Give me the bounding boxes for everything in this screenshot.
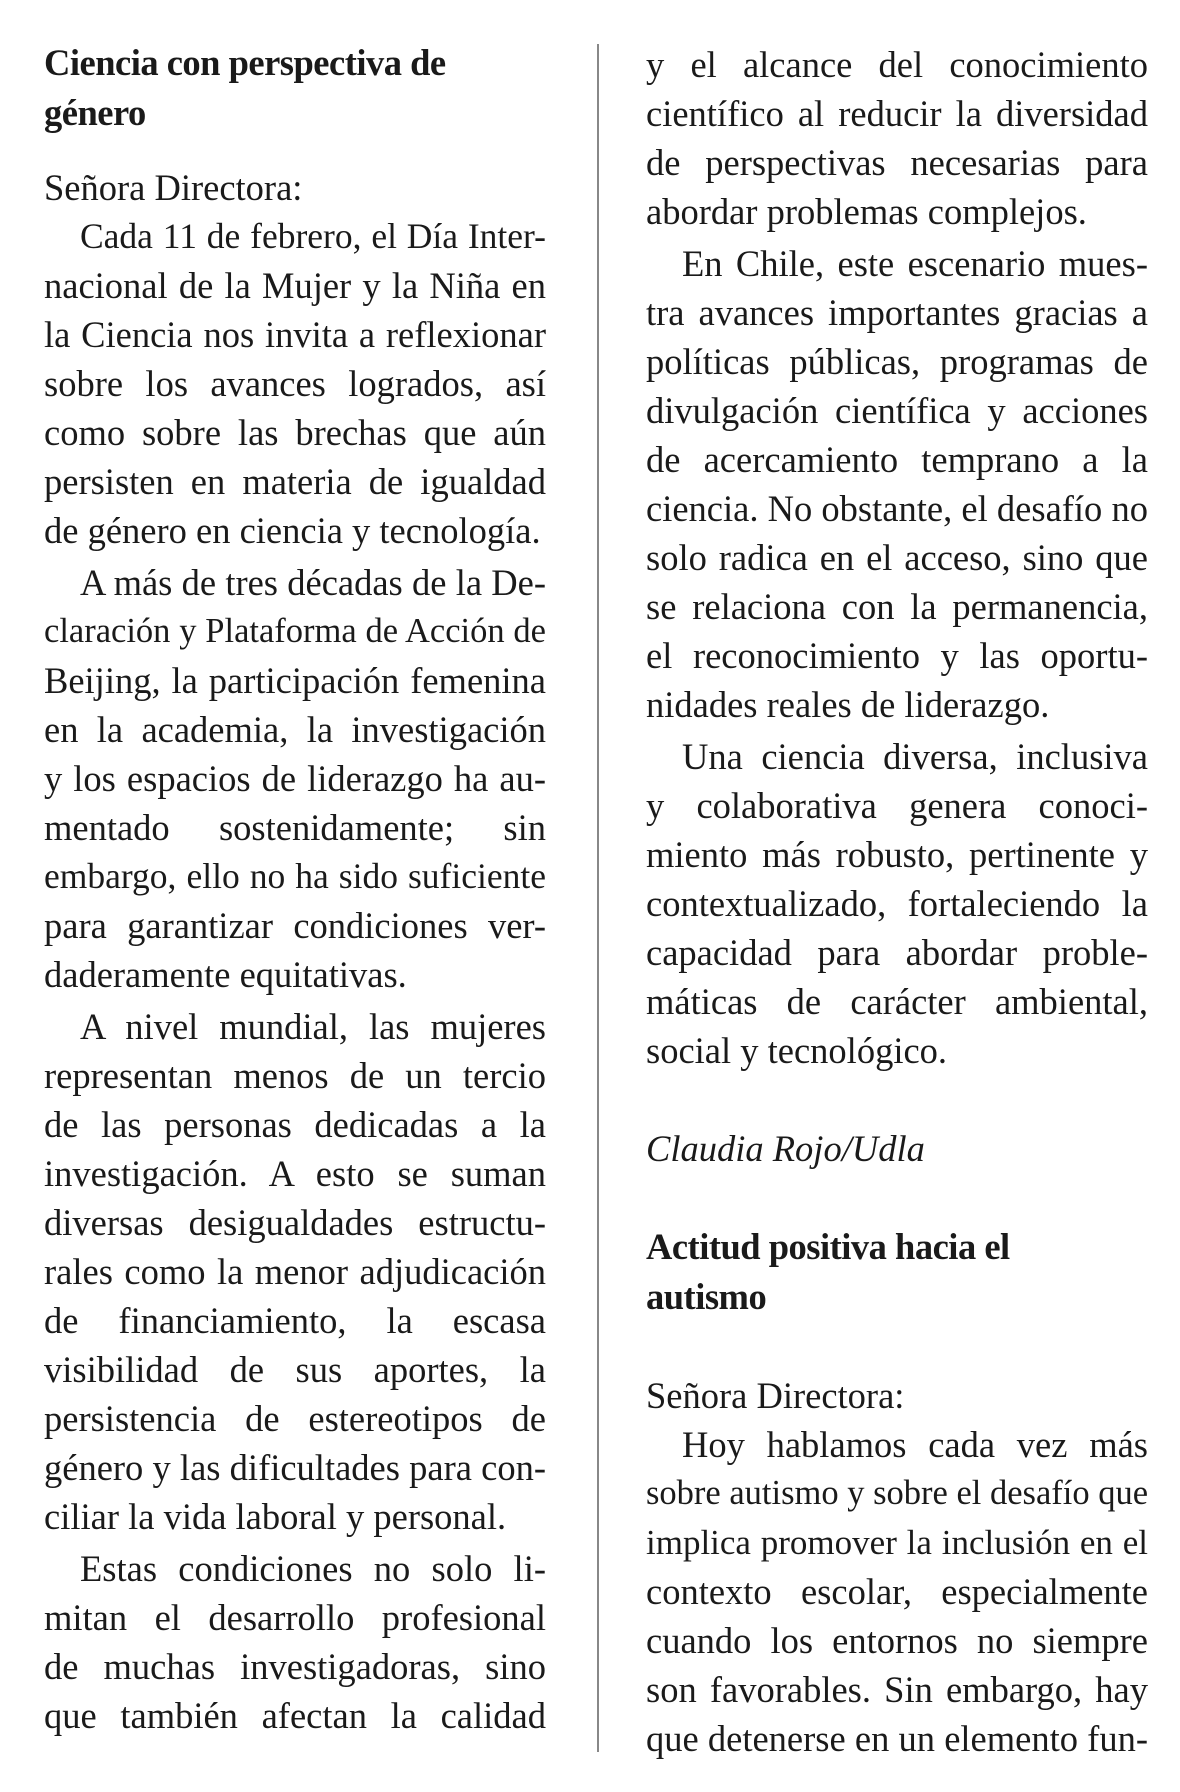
text-line: políticas públicas, programas de bbox=[646, 341, 1148, 382]
text-line: en la academia, la investigación bbox=[44, 709, 546, 750]
text-line: persistencia de estereotipos de bbox=[44, 1398, 546, 1439]
text-line: sobre autismo y sobre el desafío que bbox=[646, 1474, 1149, 1512]
text-line: claración y Plataforma de Acción de bbox=[44, 612, 546, 650]
text-line: implica promover la inclusión en el bbox=[646, 1523, 1148, 1562]
column-divider bbox=[597, 44, 599, 1752]
text-line: nacional de la Mujer y la Niña en bbox=[44, 265, 546, 306]
text-line: y el alcance del conocimiento bbox=[646, 44, 1148, 85]
text-line: En Chile, este escenario mues- bbox=[682, 243, 1148, 284]
text-line: Cada 11 de febrero, el Día Inter- bbox=[80, 216, 546, 256]
article2-salutation: Señora Directora: bbox=[646, 1375, 905, 1416]
text-line: mentado sostenidamente; sin bbox=[44, 807, 546, 848]
text-line: cuando los entornos no siempre bbox=[646, 1620, 1148, 1661]
text-line: daderamente equitativas. bbox=[44, 954, 407, 995]
text-line: abordar problemas complejos. bbox=[646, 191, 1087, 232]
left-column bbox=[44, 38, 546, 1740]
text-line: Hoy hablamos cada vez más bbox=[682, 1424, 1148, 1465]
text-line: rales como la menor adjudicación bbox=[44, 1251, 546, 1292]
text-line: como sobre las brechas que aún bbox=[44, 412, 546, 453]
text-line: A más de tres décadas de la De- bbox=[80, 562, 546, 603]
text-line: de perspectivas necesarias para bbox=[646, 142, 1148, 183]
text-line: Estas condiciones no solo li- bbox=[80, 1548, 546, 1589]
text-line: de financiamiento, la escasa bbox=[44, 1300, 546, 1341]
text-line: ciencia. No obstante, el desafío no bbox=[646, 488, 1148, 529]
text-line: que también afectan la calidad bbox=[44, 1695, 546, 1736]
text-line: Beijing, la participación femenina bbox=[44, 660, 546, 701]
text-line: sobre los avances logrados, así bbox=[44, 363, 546, 404]
text-line: científico al reducir la diversidad bbox=[646, 93, 1148, 134]
text-line: A nivel mundial, las mujeres bbox=[80, 1006, 546, 1047]
text-line: divulgación científica y acciones bbox=[646, 390, 1148, 431]
text-line: diversas desigualdades estructu- bbox=[44, 1202, 546, 1243]
text-line: se relaciona con la permanencia, bbox=[646, 586, 1148, 627]
text-line: el reconocimiento y las oportu- bbox=[646, 635, 1148, 676]
text-line: máticas de carácter ambiental, bbox=[646, 981, 1148, 1022]
text-line: ciliar la vida laboral y personal. bbox=[44, 1496, 507, 1537]
article2-title-line: Actitud positiva hacia el bbox=[646, 1226, 1010, 1267]
text-line: Una ciencia diversa, inclusiva bbox=[682, 736, 1148, 777]
text-line: que detenerse en un elemento fun- bbox=[646, 1718, 1148, 1759]
text-line: de las personas dedicadas a la bbox=[44, 1104, 546, 1145]
text-line: y los espacios de liderazgo ha au- bbox=[44, 758, 546, 799]
text-line: persisten en materia de igualdad bbox=[44, 461, 546, 502]
article1-signature: Claudia Rojo/Udla bbox=[646, 1128, 925, 1169]
text-line: solo radica en el acceso, sino que bbox=[646, 537, 1148, 578]
text-line: género y las dificultades para con- bbox=[44, 1447, 546, 1488]
text-line: contextualizado, fortaleciendo la bbox=[646, 883, 1148, 924]
text-line: contexto escolar, especialmente bbox=[646, 1571, 1148, 1612]
text-line: capacidad para abordar proble- bbox=[646, 932, 1148, 973]
article1-title-line: Ciencia con perspectiva de bbox=[44, 42, 446, 83]
text-line: tra avances importantes gracias a bbox=[646, 292, 1148, 333]
text-line: miento más robusto, pertinente y bbox=[646, 834, 1148, 875]
text-line: nidades reales de liderazgo. bbox=[646, 684, 1050, 725]
text-line: representan menos de un tercio bbox=[44, 1055, 546, 1096]
text-line: mitan el desarrollo profesional bbox=[44, 1597, 546, 1638]
text-line: investigación. A esto se suman bbox=[44, 1153, 546, 1194]
text-line: embargo, ello no ha sido suficiente bbox=[44, 856, 546, 896]
text-line: son favorables. Sin embargo, hay bbox=[646, 1669, 1148, 1710]
text-line: de género en ciencia y tecnología. bbox=[44, 510, 541, 551]
text-line: la Ciencia nos invita a reflexionar bbox=[44, 314, 546, 355]
text-line: de muchas investigadoras, sino bbox=[44, 1646, 546, 1687]
text-line: para garantizar condiciones ver- bbox=[44, 905, 546, 946]
article1-title-line: género bbox=[44, 92, 146, 133]
right-column bbox=[646, 40, 1148, 1763]
article2-title-line: autismo bbox=[646, 1276, 767, 1317]
text-line: social y tecnológico. bbox=[646, 1030, 948, 1071]
text-line: de acercamiento temprano a la bbox=[646, 439, 1148, 480]
text-line: visibilidad de sus aportes, la bbox=[44, 1349, 546, 1390]
text-line: y colaborativa genera conoci- bbox=[646, 785, 1148, 826]
article1-salutation: Señora Directora: bbox=[44, 167, 303, 208]
